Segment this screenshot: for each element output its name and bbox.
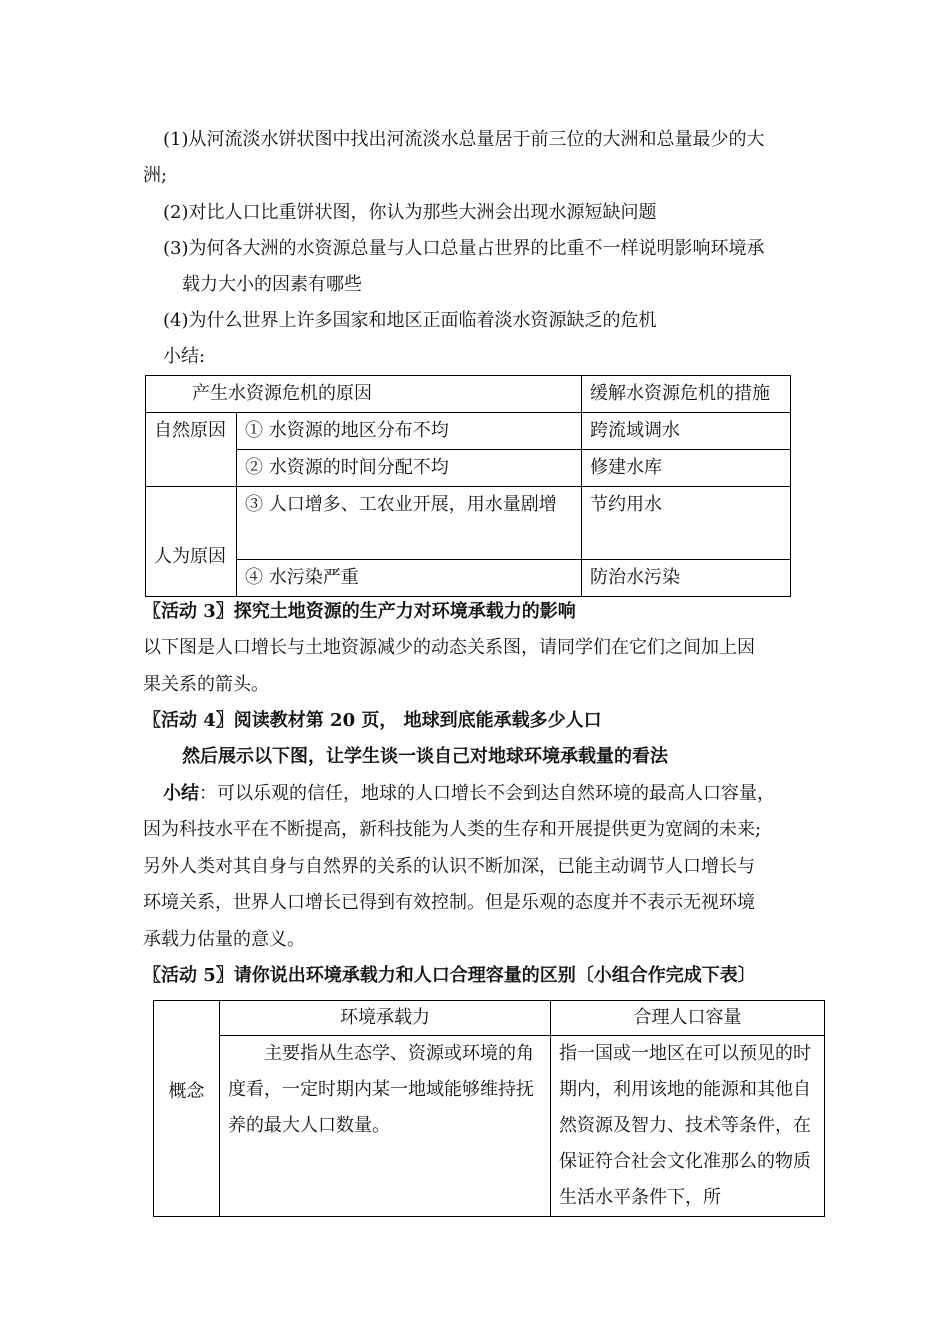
activity-3-title: 〖活动 3〗探究土地资源的生产力对环境承载力的影响 xyxy=(143,601,576,622)
question-2: (2)对比人口比重饼状图，你认为那些大洲会出现水源短缺问题 xyxy=(163,202,657,223)
summary-2-line-5: 承载力估量的意义。 xyxy=(143,929,305,950)
concept-reasonable-population: 指一国或一地区在可以预见的时期内，利用该地的能源和其他自然资源及智力、技术等条件，在保证符合社会文化准那么的物质生活水平条件下，所 xyxy=(551,1036,825,1217)
measure-cell: 节约用水 xyxy=(582,487,791,560)
summary-2-label: 小结 xyxy=(163,783,199,804)
cause-cell: ③ 人口增多、工农业开展，用水量剧增 xyxy=(237,487,582,560)
cause-cell: ① 水资源的地区分布不均 xyxy=(237,413,582,450)
cause-cell: ④ 水污染严重 xyxy=(237,560,582,597)
activity-3-text-line-1: 以下图是人口增长与土地资源减少的动态关系图，请同学们在它们之间加上因 xyxy=(143,637,755,658)
summary-2-line-4: 环境关系，世界人口增长已得到有效控制。但是乐观的态度并不表示无视环境 xyxy=(143,892,755,913)
question-1-line-2: 洲; xyxy=(143,165,168,186)
summary-2-line-3: 另外人类对其自身与自然界的关系的认识不断加深，已能主动调节人口增长与 xyxy=(143,856,755,877)
header-reasonable-population: 合理人口容量 xyxy=(551,1001,825,1036)
activity-3-text-line-2: 果关系的箭头。 xyxy=(143,674,269,695)
summary-2-colon: ： xyxy=(199,783,217,804)
header-cause: 产生水资源危机的原因 xyxy=(146,376,582,413)
activity-4-title: 〖活动 4〗阅读教材第 20 页， 地球到底能承载多少人口 xyxy=(143,710,602,731)
activity-5-title: 〖活动 5〗请你说出环境承载力和人口合理容量的区别〔小组合作完成下表〕 xyxy=(143,965,756,986)
water-crisis-table xyxy=(145,375,791,597)
summary-2-line-2: 因为科技水平在不断提高，新科技能为人类的生存和开展提供更为宽阔的未来; xyxy=(143,819,762,840)
summary-label: 小结: xyxy=(163,346,206,367)
question-3-line-2: 载力大小的因素有哪些 xyxy=(182,274,362,295)
capacity-comparison-table xyxy=(153,1000,825,1217)
question-4: (4)为什么世界上许多国家和地区正面临着淡水资源缺乏的危机 xyxy=(163,310,657,331)
question-3-line-1: (3)为何各大洲的水资源总量与人口总量占世界的比重不一样说明影响环境承 xyxy=(163,238,765,259)
measure-cell: 修建水库 xyxy=(582,450,791,487)
concept-environmental-capacity: 主要指从生态学、资源或环境的角度看，一定时期内某一地域能够维持抚养的最大人口数量。 xyxy=(220,1036,551,1217)
header-environmental-capacity: 环境承载力 xyxy=(220,1001,551,1036)
human-cause-label: 人为原因 xyxy=(146,487,237,597)
question-1-line-1: (1)从河流淡水饼状图中找出河流淡水总量居于前三位的大洲和总量最少的大 xyxy=(163,129,765,150)
activity-4-text: 然后展示以下图，让学生谈一谈自己对地球环境承载量的看法 xyxy=(182,746,668,767)
measure-cell: 跨流域调水 xyxy=(582,413,791,450)
cause-cell: ② 水资源的时间分配不均 xyxy=(237,450,582,487)
concept-label: 概念 xyxy=(154,1036,220,1217)
summary-2-text: 可以乐观的信任，地球的人口增长不会到达自然环境的最高人口容量， xyxy=(217,783,775,804)
header-measure: 缓解水资源危机的措施 xyxy=(582,376,791,413)
measure-cell: 防治水污染 xyxy=(582,560,791,597)
natural-cause-label: 自然原因 xyxy=(146,413,237,487)
summary-2-line-1 xyxy=(163,782,775,806)
table-2-corner xyxy=(154,1001,220,1036)
